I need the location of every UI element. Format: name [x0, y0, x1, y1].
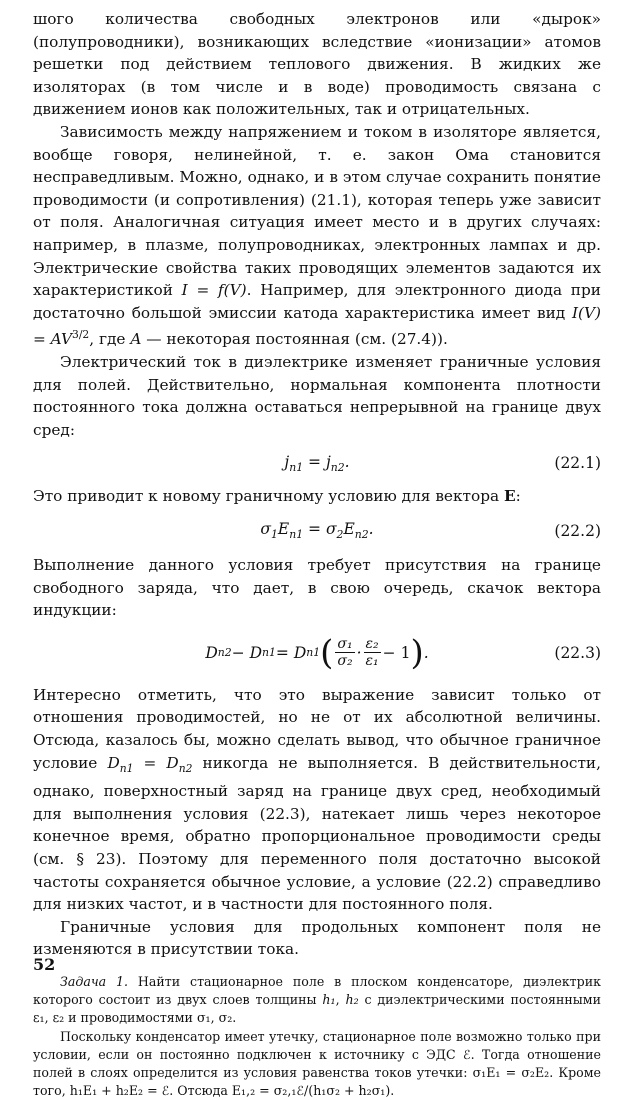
formula-22-3: D n2 − D n1 = D n1 ( $\frac{\text{σ₁}}{\text{σ₂}}$ · $\frac{\text{ε₂}}{\text{ε₁}}$ − 1 ) . (22.3) [205, 632, 601, 673]
equation-number: (22.2) [554, 521, 601, 540]
page-content [33, 8, 601, 1100]
fraction-epsilon: $\frac{\text{ε₂}}{\text{ε₁}}$ [365, 636, 379, 670]
task-statement: Задача 1. Найти стационарное поле в плоском конденсаторе, диэлектрик которого состоит из двух слоев толщины h₁, h₂ с диэлектрическими постоянными ε₁, ε₂ и проводимостями σ₁, σ₂. [33, 973, 601, 1026]
fraction-sigma: $\frac{\text{σ₁}}{\text{σ₂}}$ [337, 636, 353, 670]
task-solution: Поскольку конденсатор имеет утечку, стационарное поле возможно только при условии, если он постоянно подключен к источнику с ЭДС ℰ. Тогда отношение полей в слоях определится из условия равенства токов утечки: σ₁E₁ = σ₂E₂. Кроме того, h₁E₁ + h₂E₂ = ℰ. Отсюда E₁,₂ = σ₂,₁ℰ/(h₁σ₂ + h₂σ₁). [33, 1028, 601, 1099]
page-number: 52 [33, 955, 56, 974]
formula-22-1: $j_{n1} = j_{n2}$. (22.1) [284, 452, 601, 474]
right-paren: ) [410, 632, 424, 673]
paragraph-2: Зависимость между напряжением и током в изоляторе является, вообще говоря, нелинейной, т. е. закон Ома становится несправедливым. Можно, однако, и в этом случае сохранить понятие проводимости (и сопротивления) (21.1), которая теперь уже зависит от поля. Аналогичная ситуация имеет место и в других случаях: например, в плазме, полупроводниках, электронных лампах и др. Электрические свойства таких проводящих элементов задаются их характеристикой I = f(V). Например, для электронного диода при достаточно большой эмиссии катода характеристика имеет вид $I(V) = AV^{3/2}$, где A — некоторая постоянная (см. (27.4)). [33, 122, 601, 349]
paragraph-3: Электрический ток в диэлектрике изменяет граничные условия для полей. Действительно, нормальная компонента плотности постоянного тока должна оставаться непрерывной на границе двух сред: [33, 353, 601, 439]
equation-number: (22.3) [554, 643, 601, 662]
paragraph-6: Интересно отметить, что это выражение зависит только от отношения проводимостей, но не от их абсолютной величины. Отсюда, казалось бы, можно сделать вывод, что обычное граничное условие $D_{n1} = D_{n2}$ никогда не выполняется. В действительности, однако, поверхностный заряд на границе двух сред, необходимый для выполнения условия (22.3), натекает лишь через некоторое конечное время, обратно пропорциональное проводимости среды (см. § 23). Поэтому для переменного поля достаточно высокой частоты сохраняется обычное условие, а условие (22.2) справедливо для низких частот, и в частности для постоянного поля. [33, 685, 601, 914]
paragraph-7: Граничные условия для продольных компонент поля не изменяются в присутствии тока. [33, 917, 601, 959]
paragraph-5: Выполнение данного условия требует присутствия на границе свободного заряда, что дает, в свою очередь, скачок вектора индукции: [33, 555, 601, 620]
formula-22-2: $\sigma_1E_{n1} = \sigma_2E_{n2}$. (22.2) [260, 520, 601, 542]
left-paren: ( [320, 632, 334, 673]
equation-number: (22.1) [554, 454, 601, 473]
paragraph-1: шого количества свободных электронов или «дырок» (полупроводники), возникающих вследствие «ионизации» атомов решетки под действием теплового движения. В жидких же изоляторах (в том числе и в воде) проводимость связана с движением ионов как положительных, так и отрицательных. [33, 10, 601, 119]
paragraph-4: Это приводит к новому граничному условию для вектора E: [33, 487, 521, 506]
